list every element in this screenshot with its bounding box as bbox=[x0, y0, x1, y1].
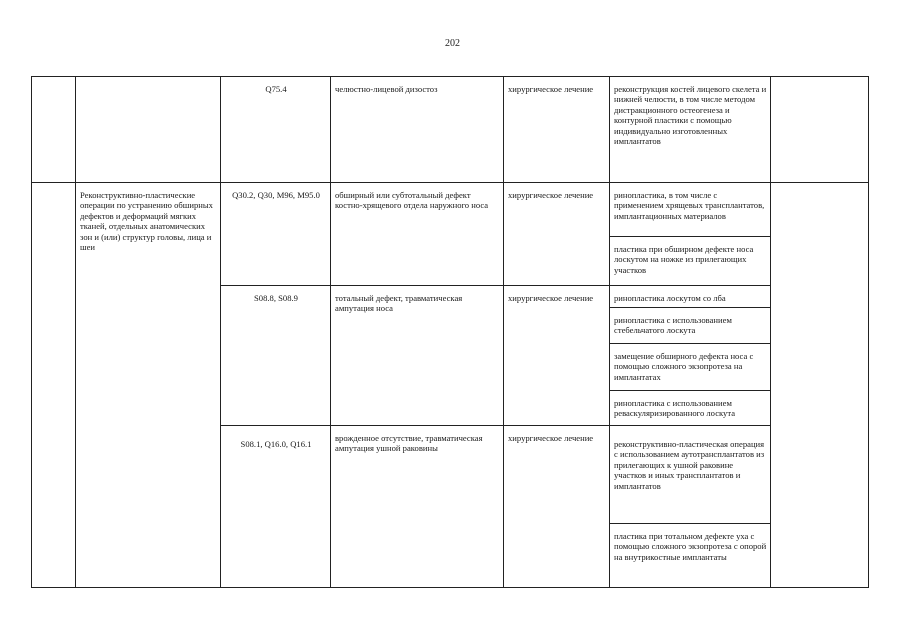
method-cell: ринопластика с использованием стебельчатого лоскута bbox=[610, 308, 771, 344]
method-cell: ринопластика, в том числе с применением хрящевых трансплантатов, имплантационных материалов bbox=[610, 183, 771, 237]
diagnosis-cell: тотальный дефект, травматическая ампутация носа bbox=[331, 286, 504, 426]
codes-cell: Q30.2, Q30, M96, M95.0 bbox=[221, 183, 331, 286]
diagnosis-cell: врожденное отсутствие, травматическая ампутация ушной раковины bbox=[331, 426, 504, 588]
codes-cell: S08.1, Q16.0, Q16.1 bbox=[221, 426, 331, 588]
norm-cell bbox=[771, 183, 869, 588]
method-cell: ринопластика с использованием реваскуляризированного лоскута bbox=[610, 391, 771, 426]
method-cell: замещение обширного дефекта носа с помощью сложного экзопротеза на имплантатах bbox=[610, 344, 771, 391]
method-cell: пластика при обширном дефекте носа лоскутом на ножке из прилегающих участков bbox=[610, 237, 771, 286]
method-cell: реконструктивно-пластическая операция с использованием аутотрансплантатов из прилегающих к ушной раковине участков и иных трансплантатов и имплантатов bbox=[610, 426, 771, 524]
group-name-cell: Реконструктивно-пластические операции по устранению обширных дефектов и деформаций мягких тканей, отдельных анатомических зон и (или) структур головы, лица и шеи bbox=[76, 183, 221, 588]
group-name-cell bbox=[76, 77, 221, 183]
method-cell: пластика при тотальном дефекте уха с помощью сложного экзопротеза с опорой на внутрикостные имплантаты bbox=[610, 524, 771, 588]
diagnosis-cell: обширный или субтотальный дефект костно-хрящевого отдела наружного носа bbox=[331, 183, 504, 286]
codes-cell: S08.8, S08.9 bbox=[221, 286, 331, 426]
index-cell bbox=[32, 183, 76, 588]
codes-cell: Q75.4 bbox=[221, 77, 331, 183]
index-cell bbox=[32, 77, 76, 183]
table-row bbox=[32, 77, 869, 183]
method-cell: ринопластика лоскутом со лба bbox=[610, 286, 771, 308]
treatment-cell: хирургическое лечение bbox=[504, 183, 610, 286]
table-row bbox=[32, 183, 869, 237]
page-number: 202 bbox=[445, 38, 460, 49]
treatment-cell: хирургическое лечение bbox=[504, 286, 610, 426]
medical-care-table bbox=[31, 76, 869, 588]
method-cell: реконструкция костей лицевого скелета и нижней челюсти, в том числе методом дистракционного остеогенеза и контурной пластики с помощью индивидуально изготовленных имплантатов bbox=[610, 77, 771, 183]
norm-cell bbox=[771, 77, 869, 183]
treatment-cell: хирургическое лечение bbox=[504, 426, 610, 588]
diagnosis-cell: челюстно-лицевой дизостоз bbox=[331, 77, 504, 183]
treatment-cell: хирургическое лечение bbox=[504, 77, 610, 183]
